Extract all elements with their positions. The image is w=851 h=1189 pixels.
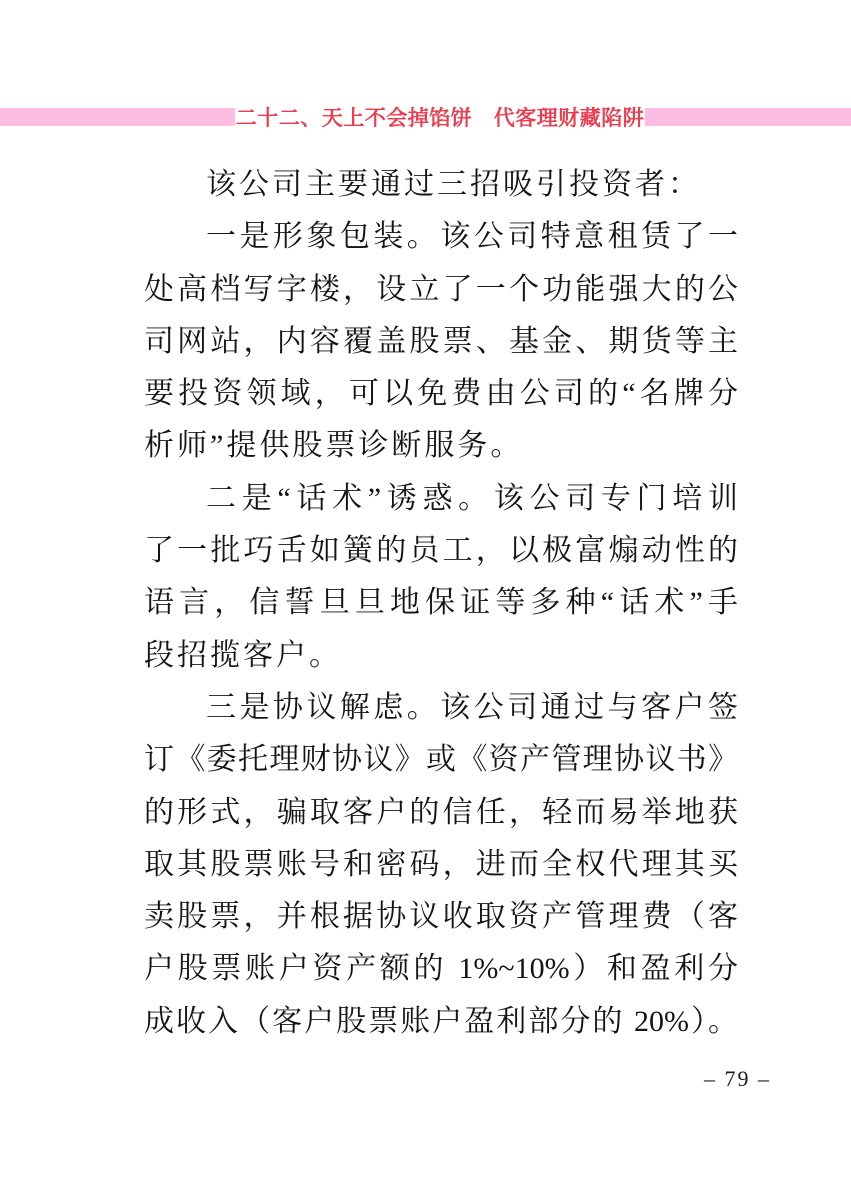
text-line: 了一批巧舌如簧的员工，以极富煽动性的 — [144, 534, 738, 568]
header-accent-bar-left — [0, 108, 235, 126]
text-line: 订《委托理财协议》或《资产管理协议书》 — [144, 743, 738, 777]
chapter-header — [0, 106, 851, 128]
text-line: 司网站，内容覆盖股票、基金、期货等主 — [144, 324, 738, 358]
text-line: 的形式，骗取客户的信任，轻而易举地获 — [144, 795, 738, 829]
header-accent-bar-right — [645, 108, 851, 126]
text-line: 该公司主要通过三招吸引投资者： — [206, 168, 701, 201]
body-text — [144, 159, 738, 1048]
text-line: 语言，信誓旦旦地保证等多种“话术”手 — [144, 586, 738, 620]
text-line: 卖股票，并根据协议收取资产管理费（客 — [144, 900, 738, 934]
text-line: 段招揽客户。 — [144, 638, 342, 672]
text-line: 三是协议解虑。该公司通过与客户签 — [206, 690, 738, 724]
text-line: 取其股票账号和密码，进而全权代理其买 — [144, 847, 738, 881]
text-line: 处高档写字楼，设立了一个功能强大的公 — [144, 272, 738, 306]
text-line: 一是形象包装。该公司特意租赁了一 — [206, 220, 738, 254]
text-line: 二是“话术”诱惑。该公司专门培训 — [206, 481, 738, 515]
text-line: 成收入（客户股票账户盈利部分的 20%）。 — [144, 1004, 738, 1038]
page-number: – 79 – — [704, 1066, 771, 1091]
chapter-title: 二十二、天上不会掉馅饼 代客理财藏陷阱 — [235, 107, 645, 130]
text-line: 户股票账户资产额的 1%~10%）和盈利分 — [144, 952, 738, 986]
text-line: 要投资领域，可以免费由公司的“名牌分 — [144, 377, 738, 411]
text-line: 析师”提供股票诊断服务。 — [144, 429, 524, 463]
